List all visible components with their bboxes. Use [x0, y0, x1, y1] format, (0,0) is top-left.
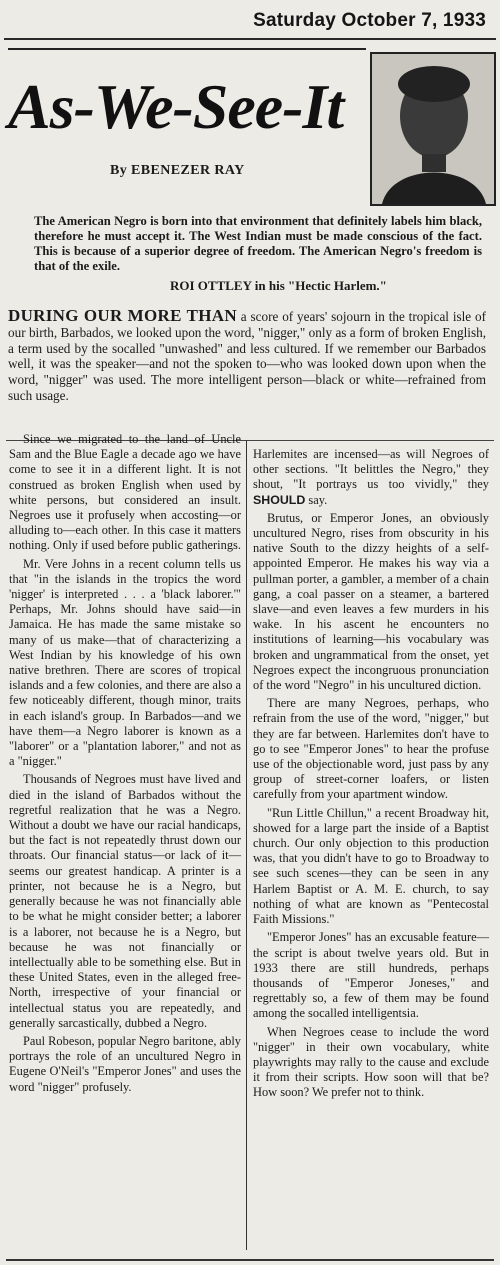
- left-column: [9, 432, 241, 1098]
- right-p1-text: Harlemites are incensed—as will Negroes of other sections. "It belittles the Negro," they shout, "It portrays us too vividly," they: [253, 447, 489, 492]
- right-paragraph: "Run Little Chillun," a recent Broadway hit, showed for a large part the inside of a Baptist church. Our only objection to this production was, that you didn't have to go to Broadway to see such scenes—they can be seen in any Harlem Baptist or A. M. E. church, to say nothing of what are known as "Pentecostal Faith Missions.": [253, 805, 489, 927]
- bottom-rule: [6, 1259, 494, 1261]
- right-paragraph: "Emperor Jones" has an excusable feature—the script is about twelve years old. But in 1933 there are still hundreds, perhaps thousands of "Emperor Joneses," and regrettably so, a few of them may be found among the socalled intelligentsia.: [253, 930, 489, 1021]
- right-paragraph: Brutus, or Emperor Jones, an obviously uncultured Negro, rises from obscurity in his native South to the dizzy heights of a self-appointed Emperor. He makes his way via a pullman porter, a gambler, a member of a chain gang, a coal passer on a steamer, a bartered slave—and even leaves a few murders in his wake. In his ascent he encounters no institutions of learning—his vocabulary was broken and ungrammatical from the onset, yet Negroes expect the incongruous pronunciation of the word "Negro" in his uncultured diction.: [253, 510, 489, 693]
- should-emphasis: SHOULD: [253, 492, 306, 507]
- author-portrait: [370, 52, 496, 206]
- lead-paragraph: [8, 308, 486, 404]
- byline: By EBENEZER RAY: [110, 163, 245, 178]
- right-column: [253, 447, 489, 1104]
- column-title: As-We-See-It: [8, 71, 344, 142]
- left-paragraph: Paul Robeson, popular Negro baritone, ably portrays the role of an uncultured Negro in Eugene O'Neil's "Emperor Jones" and uses the word "nigger" profusely.: [9, 1033, 241, 1094]
- right-paragraph-continued: [253, 447, 489, 508]
- right-p1-end: say.: [305, 492, 328, 507]
- left-paragraph: Since we migrated to the land of Uncle Sam and the Blue Eagle a decade ago we have come to see it in a different light. It is not construed as broken English when used by white persons, but considered an insult. Negroes use it profusely when accosting—or alluding to—each other. In this case it matters nothing. Only if used before public gatherings.: [9, 432, 241, 553]
- top-rule: [4, 38, 496, 40]
- left-paragraph: Thousands of Negroes must have lived and died in the island of Barbados without the regretful realization that he was a Negro. Without a doubt we have our racial handicaps, but the fact is not repeatedly thrust down our throats. Our financial status—or lack of it—seems our greatest handicap. A printer is a printer, not because he is a Negro, but generally because he was not financially able to be what he might consider better; a laborer is a laborer, not because he is a Negro, but because he was not financially or intellectually able to be something else. But in these United States, even in the alleged free-North, irrespective of your financial or intellectual status you are repeatedly, and generally sarcastically, dubbed a Negro.: [9, 772, 241, 1030]
- portrait-image: [372, 54, 494, 204]
- left-paragraph: Mr. Vere Johns in a recent column tells us that "in the islands in the tropics the word 'nigger' is interpreted . . . a 'black laborer.'" Perhaps, Mr. Johns should have said—in Jamaica. He has made the same mistake so many of us make—that of characterizing a West Indian by his knowledge of his own native brethren. There are scores of tropical islands and a few colonies, and there are also a few noticeably different, though minor, traits in each island's group. In Barbados—and we have them—a Negro laborer is known as a "laborer" or a "plantation laborer," and not as a "nigger.": [9, 556, 241, 769]
- lead-text: a score of years' sojourn in the tropical isle of our birth, Barbados, we looked upon the word, "nigger," only as a form of broken English, a term used by the socalled "unwashed" and less cultured. If we remember our Barbados well, it was the speaker—and not the spoken to—who was looked down upon when the word, "nigger" was used. The more intelligent person—black or white—refrained from such usage.: [8, 309, 487, 403]
- intro-quote: The American Negro is born into that environment that definitely labels him black, therefore he must accept it. The West Indian must be made conscious of the fact. This is because of a superior degree of freedom. The American Negro's freedom is that of the exile.: [34, 214, 482, 273]
- intro-attribution: ROI OTTLEY in his "Hectic Harlem.": [170, 278, 387, 293]
- right-paragraph: When Negroes cease to include the word "nigger" in their own vocabulary, white playwrights may rally to the cause and exclude it from their scripts. How soon will that be? How soon? We prefer not to think.: [253, 1024, 489, 1100]
- dateline: Saturday October 7, 1933: [253, 10, 486, 31]
- right-paragraph: There are many Negroes, perhaps, who refrain from the use of the word, "nigger," but they are far between. Harlemites don't have to go to see "Emperor Jones" to hear the profuse use of the objectionable word, just pass by any group of street-corner loafers, or listen carefully from your apartment window.: [253, 696, 489, 802]
- column-rule: [246, 440, 247, 1250]
- lead-caps: DURING OUR MORE THAN: [8, 306, 237, 325]
